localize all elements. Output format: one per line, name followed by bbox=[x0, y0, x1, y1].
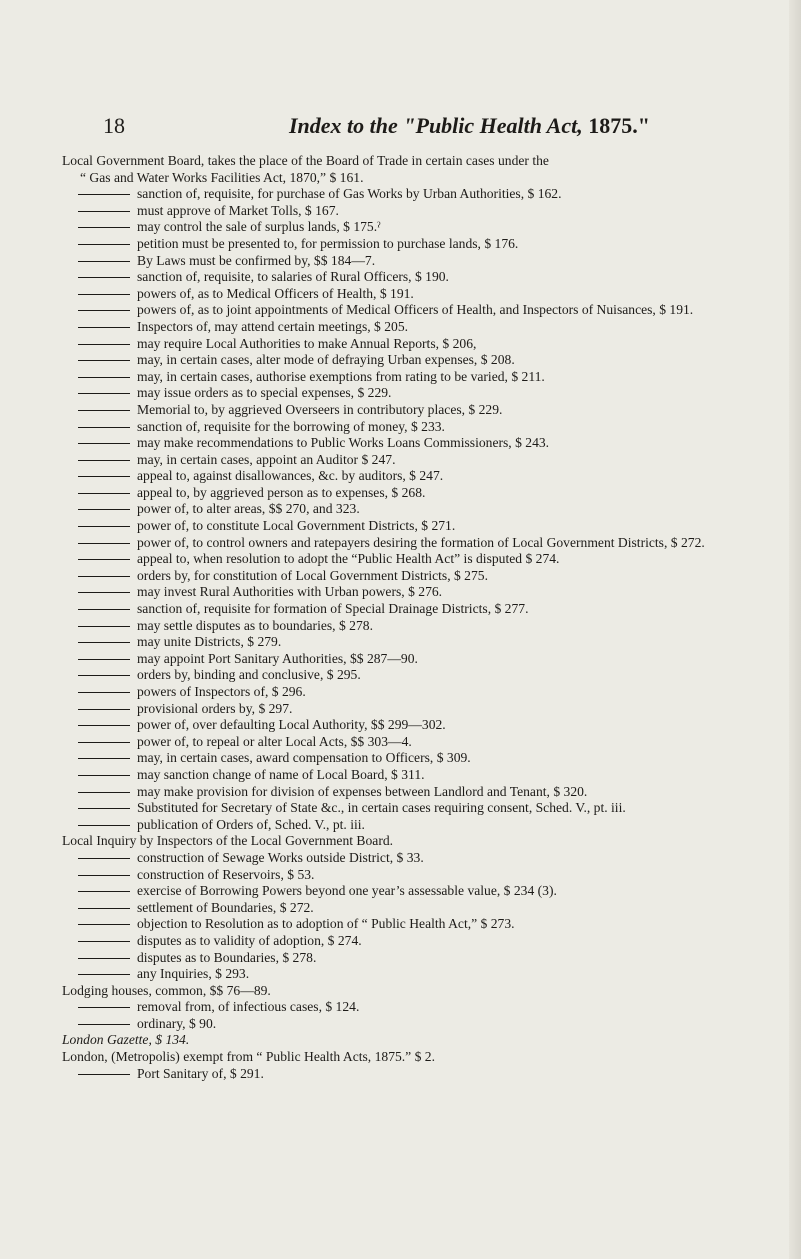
ditto-rule bbox=[78, 891, 130, 892]
entry-text: may appoint Port Sanitary Authorities, $$ 287—90. bbox=[137, 650, 418, 666]
index-subentry bbox=[0, 352, 801, 369]
ditto-rule bbox=[78, 526, 130, 527]
index-subentry bbox=[0, 966, 801, 983]
index-subentry bbox=[0, 916, 801, 933]
ditto-rule bbox=[78, 377, 130, 378]
entry-text: sanction of, requisite for formation of Special Drainage Districts, $ 277. bbox=[137, 601, 529, 617]
entry-text: power of, to constitute Local Government Districts, $ 271. bbox=[137, 518, 456, 534]
ditto-rule bbox=[78, 460, 130, 461]
index-subentry bbox=[0, 701, 801, 718]
ditto-rule bbox=[78, 294, 130, 295]
index-subentry bbox=[0, 651, 801, 668]
index-subentry bbox=[0, 817, 801, 834]
entry-text: must approve of Market Tolls, $ 167. bbox=[137, 202, 339, 218]
ditto-rule bbox=[78, 742, 130, 743]
entry-text: appeal to, when resolution to adopt the “Public Health Act” is disputed $ 274. bbox=[137, 551, 560, 567]
ditto-rule bbox=[78, 692, 130, 693]
entry-text: may require Local Authorities to make Annual Reports, $ 206, bbox=[137, 335, 477, 351]
entry-text: disputes as to Boundaries, $ 278. bbox=[137, 949, 317, 965]
ditto-rule bbox=[78, 659, 130, 660]
ditto-rule bbox=[78, 327, 130, 328]
page-number: 18 bbox=[103, 113, 125, 138]
ditto-rule bbox=[78, 858, 130, 859]
entry-text: Inspectors of, may attend certain meetings, $ 205. bbox=[137, 318, 409, 334]
entry-text: may make provision for division of expenses between Landlord and Tenant, $ 320. bbox=[137, 783, 588, 799]
ditto-rule bbox=[78, 924, 130, 925]
ditto-rule bbox=[78, 941, 130, 942]
index-subentry bbox=[0, 269, 801, 286]
entry-text: any Inquiries, $ 293. bbox=[137, 966, 250, 982]
entry-text: disputes as to validity of adoption, $ 274. bbox=[137, 932, 362, 948]
ditto-rule bbox=[78, 825, 130, 826]
index-subentry bbox=[0, 618, 801, 635]
ditto-rule bbox=[78, 592, 130, 593]
index-subentry bbox=[0, 750, 801, 767]
ditto-rule bbox=[78, 758, 130, 759]
index-subentry bbox=[0, 186, 801, 203]
entry-text: publication of Orders of, Sched. V., pt. iii. bbox=[137, 816, 365, 832]
entry-text: Port Sanitary of, $ 291. bbox=[137, 1065, 264, 1081]
index-subentry bbox=[0, 485, 801, 502]
ditto-rule bbox=[78, 493, 130, 494]
index-heading bbox=[0, 1032, 801, 1049]
index-subentry bbox=[0, 883, 801, 900]
index-subentry bbox=[0, 867, 801, 884]
entry-text: powers of, as to joint appointments of Medical Officers of Health, and Inspectors of Nuisances, $ 191. bbox=[137, 302, 694, 318]
ditto-rule bbox=[78, 509, 130, 510]
ditto-rule bbox=[78, 675, 130, 676]
ditto-rule bbox=[78, 194, 130, 195]
ditto-rule bbox=[78, 543, 130, 544]
index-subentry bbox=[0, 584, 801, 601]
index-subentry bbox=[0, 501, 801, 518]
ditto-rule bbox=[78, 725, 130, 726]
entry-text: may unite Districts, $ 279. bbox=[137, 634, 282, 650]
entry-text: sanction of, requisite for the borrowing of money, $ 233. bbox=[137, 418, 445, 434]
index-subentry bbox=[0, 336, 801, 353]
ditto-rule bbox=[78, 609, 130, 610]
entry-text: may issue orders as to special expenses, $ 229. bbox=[137, 385, 392, 401]
ditto-rule bbox=[78, 875, 130, 876]
index-subentry bbox=[0, 435, 801, 452]
entry-text: appeal to, against disallowances, &c. by auditors, $ 247. bbox=[137, 468, 444, 484]
index-subentry bbox=[0, 419, 801, 436]
index-subentry bbox=[0, 800, 792, 817]
ditto-rule bbox=[78, 958, 130, 959]
index-subentry bbox=[0, 933, 801, 950]
entry-text: provisional orders by, $ 297. bbox=[137, 700, 293, 716]
ditto-rule bbox=[78, 443, 130, 444]
index-subentry bbox=[0, 203, 801, 220]
entry-text: may sanction change of name of Local Board, $ 311. bbox=[137, 766, 425, 782]
ditto-rule bbox=[78, 360, 130, 361]
entry-text: orders by, for constitution of Local Government Districts, $ 275. bbox=[137, 567, 488, 583]
ditto-rule bbox=[78, 576, 130, 577]
index-subentry bbox=[0, 784, 792, 801]
ditto-rule bbox=[78, 244, 130, 245]
entry-text: Memorial to, by aggrieved Overseers in contributory places, $ 229. bbox=[137, 401, 503, 417]
index-heading bbox=[0, 153, 801, 170]
index-subentry bbox=[0, 999, 801, 1016]
entry-text: orders by, binding and conclusive, $ 295. bbox=[137, 667, 361, 683]
index-subentry bbox=[0, 1066, 801, 1083]
index-subentry bbox=[0, 950, 801, 967]
index-subentry bbox=[0, 319, 801, 336]
entry-text: may settle disputes as to boundaries, $ 278. bbox=[137, 617, 373, 633]
ditto-rule bbox=[78, 792, 130, 793]
ditto-rule bbox=[78, 476, 130, 477]
index-entries bbox=[0, 153, 801, 1082]
ditto-rule bbox=[78, 227, 130, 228]
entry-text: Lodging houses, common, $$ 76—89. bbox=[62, 982, 271, 998]
entry-text: powers of, as to Medical Officers of Health, $ 191. bbox=[137, 285, 414, 301]
index-subentry bbox=[0, 253, 801, 270]
ditto-rule bbox=[78, 775, 130, 776]
entry-text: Local Inquiry by Inspectors of the Local Government Board. bbox=[62, 833, 394, 849]
running-title-main: Index to the "Public Health Act, bbox=[289, 113, 589, 138]
index-subentry bbox=[0, 518, 801, 535]
index-subentry bbox=[0, 667, 801, 684]
entry-text: may invest Rural Authorities with Urban powers, $ 276. bbox=[137, 584, 443, 600]
index-subentry bbox=[0, 568, 801, 585]
index-subentry bbox=[0, 236, 801, 253]
index-heading bbox=[0, 983, 801, 1000]
entry-text: sanction of, requisite, for purchase of Gas Works by Urban Authorities, $ 162. bbox=[137, 186, 562, 202]
ditto-rule bbox=[78, 1024, 130, 1025]
index-heading bbox=[0, 833, 801, 850]
ditto-rule bbox=[78, 393, 130, 394]
ditto-rule bbox=[78, 410, 130, 411]
index-subentry bbox=[0, 1016, 801, 1033]
entry-text: power of, over defaulting Local Authority, $$ 299—302. bbox=[137, 717, 446, 733]
index-subentry bbox=[0, 900, 801, 917]
ditto-rule bbox=[78, 974, 130, 975]
index-subentry bbox=[0, 286, 801, 303]
index-subentry bbox=[0, 468, 801, 485]
ditto-rule bbox=[78, 277, 130, 278]
ditto-rule bbox=[78, 642, 130, 643]
entry-text: London Gazette, $ 134. bbox=[62, 1032, 190, 1048]
entry-text: By Laws must be confirmed by, $$ 184—7. bbox=[137, 252, 376, 268]
index-subentry bbox=[0, 385, 801, 402]
ditto-rule bbox=[78, 211, 130, 212]
entry-text: Substituted for Secretary of State &c., in certain cases requiring consent, Sched. V., pt. iii. bbox=[137, 800, 626, 816]
entry-text: appeal to, by aggrieved person as to expenses, $ 268. bbox=[137, 484, 426, 500]
entry-text: construction of Sewage Works outside District, $ 33. bbox=[137, 849, 424, 865]
index-subentry bbox=[0, 535, 792, 552]
ditto-rule bbox=[78, 709, 130, 710]
entry-text: objection to Resolution as to adoption of “ Public Health Act,” $ 273. bbox=[137, 916, 515, 932]
ditto-rule bbox=[78, 808, 130, 809]
entry-text: exercise of Borrowing Powers beyond one year’s assessable value, $ 234 (3). bbox=[137, 883, 557, 899]
entry-text: powers of Inspectors of, $ 296. bbox=[137, 684, 306, 699]
entry-text: construction of Reservoirs, $ 53. bbox=[137, 866, 315, 882]
entry-text: Local Government Board, takes the place of the Board of Trade in certain cases under the bbox=[62, 153, 549, 168]
entry-text: may make recommendations to Public Works Loans Commissioners, $ 243. bbox=[137, 435, 550, 451]
index-subentry bbox=[0, 767, 801, 784]
ditto-rule bbox=[78, 344, 130, 345]
ditto-rule bbox=[78, 626, 130, 627]
ditto-rule bbox=[78, 310, 130, 311]
index-subentry bbox=[0, 402, 801, 419]
index-heading bbox=[0, 1049, 801, 1066]
index-subentry bbox=[0, 717, 801, 734]
entry-text: power of, to alter areas, $$ 270, and 323. bbox=[137, 501, 360, 517]
index-subentry bbox=[0, 734, 801, 751]
entry-text: “ Gas and Water Works Facilities Act, 1870,” $ 161. bbox=[80, 169, 364, 185]
entry-text: may, in certain cases, alter mode of defraying Urban expenses, $ 208. bbox=[137, 352, 515, 368]
index-subentry bbox=[0, 551, 801, 568]
running-title-year: 1875." bbox=[588, 113, 650, 138]
entry-text: petition must be presented to, for permission to purchase lands, $ 176. bbox=[137, 235, 519, 251]
entry-text: may control the sale of surplus lands, $ 175.ˀ bbox=[137, 219, 381, 235]
ditto-rule bbox=[78, 261, 130, 262]
index-subentry bbox=[0, 302, 792, 319]
ditto-rule bbox=[78, 427, 130, 428]
index-subentry bbox=[0, 850, 801, 867]
ditto-rule bbox=[78, 559, 130, 560]
ditto-rule bbox=[78, 1074, 130, 1075]
running-title bbox=[289, 113, 650, 139]
entry-text: may, in certain cases, award compensation to Officers, $ 309. bbox=[137, 750, 471, 766]
index-subentry bbox=[0, 452, 801, 469]
index-subentry bbox=[0, 601, 801, 618]
ditto-rule bbox=[78, 908, 130, 909]
entry-text: ordinary, $ 90. bbox=[137, 1015, 217, 1031]
entry-text: power of, to repeal or alter Local Acts, $$ 303—4. bbox=[137, 733, 412, 749]
index-subentry bbox=[0, 684, 801, 701]
entry-text: may, in certain cases, authorise exemptions from rating to be varied, $ 211. bbox=[137, 368, 545, 384]
entry-text: removal from, of infectious cases, $ 124. bbox=[137, 999, 360, 1015]
entry-text: settlement of Boundaries, $ 272. bbox=[137, 899, 314, 915]
index-continuation bbox=[0, 170, 801, 187]
entry-text: sanction of, requisite, to salaries of Rural Officers, $ 190. bbox=[137, 269, 449, 285]
entry-text: London, (Metropolis) exempt from “ Public Health Acts, 1875.” $ 2. bbox=[62, 1049, 436, 1065]
entry-text: may, in certain cases, appoint an Auditor $ 247. bbox=[137, 451, 396, 467]
entry-text: power of, to control owners and ratepayers desiring the formation of Local Government Districts, $ 272. bbox=[137, 534, 705, 550]
index-subentry bbox=[0, 369, 801, 386]
index-subentry bbox=[0, 219, 801, 236]
ditto-rule bbox=[78, 1007, 130, 1008]
index-subentry bbox=[0, 634, 801, 651]
